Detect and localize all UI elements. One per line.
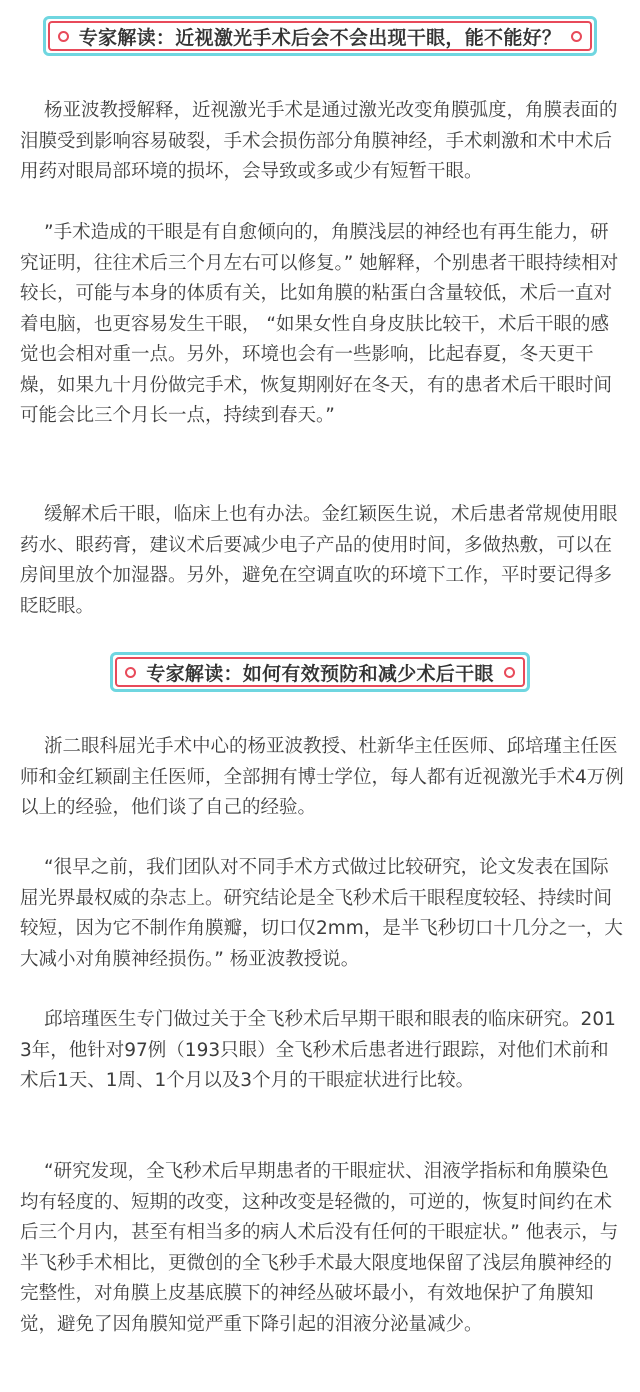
heading-frame xyxy=(43,16,598,56)
bullet-dot-icon xyxy=(571,31,582,42)
heading-inner-frame xyxy=(48,21,593,51)
section-heading-1 xyxy=(0,16,640,56)
paragraph: 邱培瑾医生专门做过关于全飞秒术后早期干眼和眼表的临床研究。2013年，他针对97例（193只眼）全飞秒术后患者进行跟踪，对他们术前和术后1天、1周、1个月以及3个月的干眼症状进行比较。 xyxy=(20,1009,616,1091)
paragraph: “很早之前，我们团队对不同手术方式做过比较研究，论文发表在国际屈光界最权威的杂志上。研究结论是全飞秒术后干眼程度较轻、持续时间较短，因为它不制作角膜瓣，切口仅2mm，是半飞秒切口十几分之一，大大减小对角膜神经损伤。” 杨亚波教授说。 xyxy=(20,857,623,970)
bullet-dot-icon xyxy=(504,667,515,678)
paragraph: ”手术造成的干眼是有自愈倾向的，角膜浅层的神经也有再生能力，研究证明，往往术后三个月左右可以修复。” 她解释，个别患者干眼持续相对较长，可能与本身的体质有关，比如角膜的粘蛋白含量较低，术后一直对着电脑，也更容易发生干眼， “如果女性自身皮肤比较干，术后干眼的感觉也会相对重一点。另外，环境也会有一些影响，比起春夏，冬天更干燥，如果九十月份做完手术，恢复期刚好在冬天，有的患者术后干眼时间可能会比三个月长一点，持续到春天。” xyxy=(20,222,619,426)
paragraph: 杨亚波教授解释，近视激光手术是通过激光改变角膜弧度，角膜表面的泪膜受到影响容易破裂，手术会损伤部分角膜神经，手术刺激和术中术后用药对眼局部环境的损坏，会导致或多或少有短暂干眼。 xyxy=(20,100,618,182)
paragraph: 浙二眼科屈光手术中心的杨亚波教授、杜新华主任医师、邱培瑾主任医师和金红颖副主任医师，全部拥有博士学位，每人都有近视激光手术4万例以上的经验，他们谈了自己的经验。 xyxy=(20,736,624,818)
bullet-dot-icon xyxy=(58,31,69,42)
bullet-dot-icon xyxy=(125,667,136,678)
heading-frame xyxy=(110,652,529,692)
section-title: 专家解读：如何有效预防和减少术后干眼 xyxy=(146,662,494,685)
heading-inner-frame xyxy=(115,657,524,687)
paragraph: 缓解术后干眼，临床上也有办法。金红颖医生说，术后患者常规使用眼药水、眼药膏，建议术后要减少电子产品的使用时间，多做热敷，可以在房间里放个加湿器。另外，避免在空调直吹的环境下工作，平时要记得多眨眨眼。 xyxy=(20,504,618,617)
section-heading-2 xyxy=(0,652,640,692)
paragraph: “研究发现，全飞秒术后早期患者的干眼症状、泪液学指标和角膜染色均有轻度的、短期的改变，这种改变是轻微的，可逆的，恢复时间约在术后三个月内，甚至有相当多的病人术后没有任何的干眼症状。” 他表示，与半飞秒手术相比，更微创的全飞秒手术最大限度地保留了浅层角膜神经的完整性，对角膜上皮基底膜下的神经丛破坏最小，有效地保护了角膜知觉，避免了因角膜知觉严重下降引起的泪液分泌量减少。 xyxy=(20,1161,619,1335)
section-title: 专家解读：近视激光手术后会不会出现干眼，能不能好？ xyxy=(78,26,562,49)
